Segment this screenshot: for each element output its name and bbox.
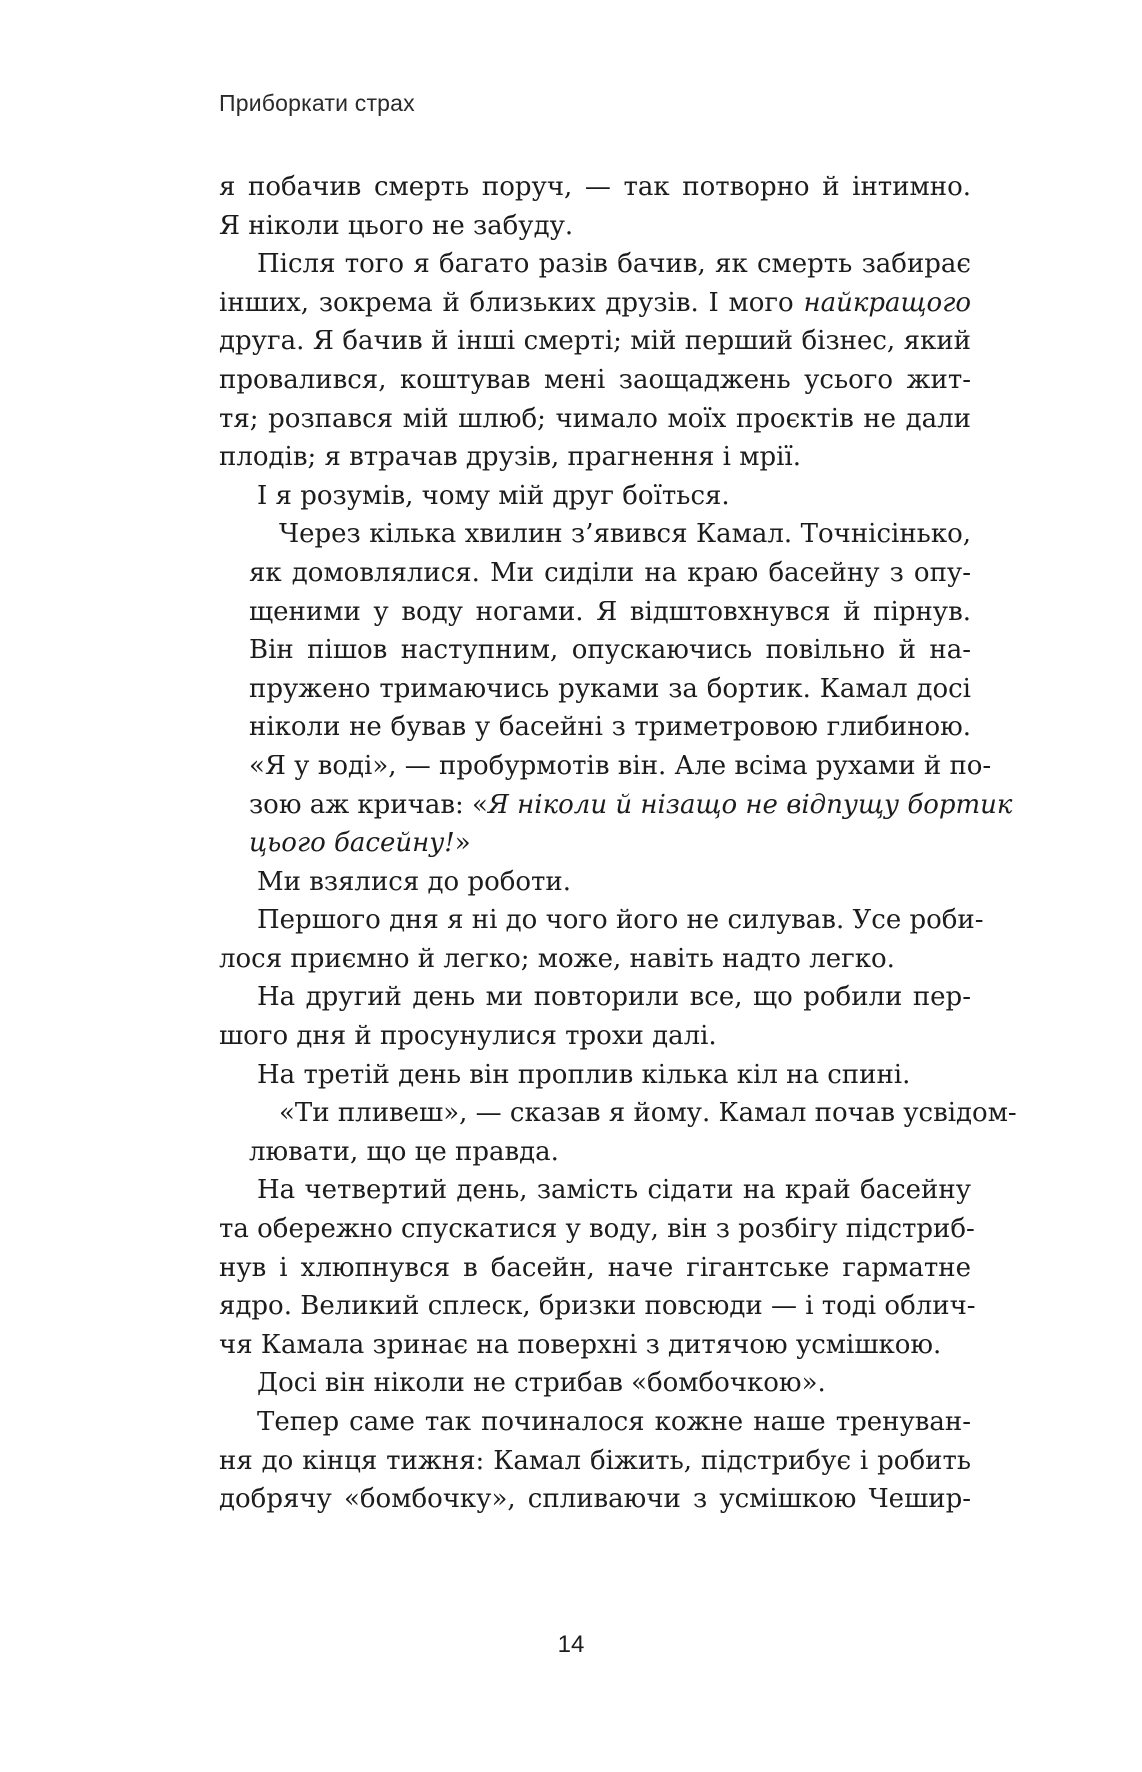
text-line: ядро. Великий сплеск, бризки повсюди — і тоді облич- <box>219 1291 976 1322</box>
text-line: лося приємно й легко; може, навіть надто легко. <box>219 943 895 974</box>
paragraph <box>219 515 1013 862</box>
paragraph <box>219 901 984 978</box>
text-line: як домовлялися. Ми сиділи на краю басейну з опу- <box>249 557 971 588</box>
text-line: Досі він ніколи не стрибав «бомбочкою». <box>257 1368 826 1399</box>
text-fragment: зою аж кричав: « <box>249 789 488 820</box>
text-fragment: » <box>454 828 471 859</box>
text-line <box>219 824 971 863</box>
paragraph <box>219 1171 976 1364</box>
text-line: шого дня й просунулися трохи далі. <box>219 1021 717 1052</box>
emphasis-text: найкращого <box>803 287 971 318</box>
text-line: пружено тримаючись руками за бортик. Камал досі <box>249 673 971 704</box>
paragraph <box>219 477 971 516</box>
paragraph <box>219 245 971 477</box>
text-line: Першого дня я ні до чого його не силував. Усе роби- <box>257 905 984 936</box>
text-line: та обережно спускатися у воду, він з розбігу підстриб- <box>219 1214 975 1245</box>
text-line: На четвертий день, замість сідати на край басейну <box>257 1175 971 1206</box>
text-line <box>219 284 971 323</box>
text-line: І я розумів, чому мій друг боїться. <box>257 480 730 511</box>
paragraph <box>219 1403 971 1519</box>
text-line: «Я у воді», — пробурмотів він. Але всіма рухами й по- <box>249 750 992 781</box>
paragraph <box>219 863 971 902</box>
text-line: Після того я багато разів бачив, як смерть забирає <box>257 249 971 280</box>
text-line: я побачив смерть поруч, — так потворно й інтимно. <box>219 172 971 202</box>
paragraph <box>219 1056 971 1095</box>
text-line: чя Камала зринає на поверхні з дитячою усмішкою. <box>219 1329 942 1360</box>
text-line: «Ти пливеш», — сказав я йому. Камал почав усвідом- <box>279 1098 1017 1129</box>
text-line: ніколи не бував у басейні з триметровою глибиною. <box>249 712 971 743</box>
text-line: друга. Я бачив й інші смерті; мій перший бізнес, який <box>219 326 971 357</box>
text-fragment: інших, зокрема й близьких друзів. І мого <box>219 287 804 318</box>
text-line: Через кілька хвилин з’явився Камал. Точнісінько, <box>279 519 971 550</box>
text-line: ня до кінця тижня: Камал біжить, підстрибує і робить <box>219 1445 971 1476</box>
text-line: Він пішов наступним, опускаючись повільно й на- <box>249 635 971 666</box>
text-line: щеними у воду ногами. Я відштовхнувся й пірнув. <box>249 596 971 627</box>
body-text <box>219 168 1017 1519</box>
text-line: Я ніколи цього не забуду. <box>219 210 574 241</box>
paragraph-continued <box>219 168 971 245</box>
text-line: добрячу «бомбочку», спливаючи з усмішкою Чешир- <box>219 1484 971 1515</box>
text-line: Тепер саме так починалося кожне наше тренуван- <box>257 1407 971 1437</box>
text-line: лювати, що це правда. <box>249 1136 559 1167</box>
text-line: нув і хлюпнувся в басейн, наче гігантське гарматне <box>219 1252 971 1283</box>
running-header: Приборкати страх <box>219 90 415 116</box>
text-line: На другий день ми повторили все, що робили пер- <box>257 982 971 1013</box>
emphasis-text: Я ніколи й нізащо не відпущу бортик <box>487 789 1013 820</box>
text-line <box>219 786 1013 825</box>
emphasis-text: цього басейну! <box>249 828 455 859</box>
text-line: тя; розпався мій шлюб; чимало моїх проєктів не дали <box>219 403 971 434</box>
paragraph <box>219 978 971 1055</box>
text-line: На третій день він проплив кілька кіл на спині. <box>257 1059 911 1090</box>
text-line: плодів; я втрачав друзів, прагнення і мрії. <box>219 442 802 473</box>
paragraph <box>219 1364 971 1403</box>
text-line: провалився, коштував мені заощаджень усього жит- <box>219 364 971 395</box>
paragraph <box>219 1094 1017 1171</box>
text-line: Ми взялися до роботи. <box>257 866 572 897</box>
page-number: 14 <box>557 1631 585 1658</box>
